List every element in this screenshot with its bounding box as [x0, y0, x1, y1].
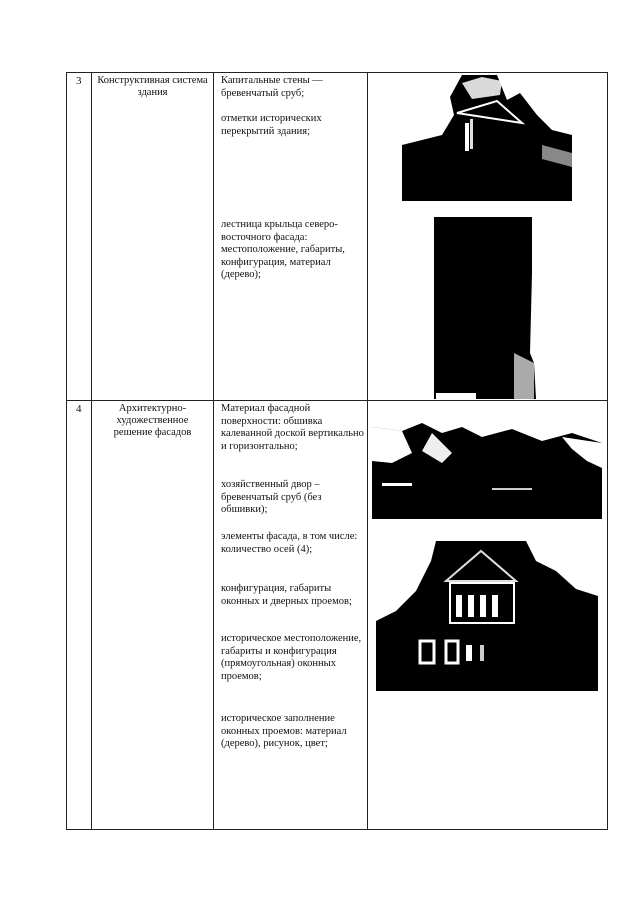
facade-photo-upper	[402, 75, 572, 201]
table-row	[67, 401, 607, 830]
row-title: Архитектурно-художественное решение фасадов	[113, 403, 192, 438]
description-paragraph: Материал фасадной поверхности: обшивка калеванной доской вертикально и горизонтально;	[221, 403, 364, 452]
table-row	[67, 73, 607, 401]
description-paragraph: историческое заполнение оконных проемов: материал (дерево), рисунок, цвет;	[221, 713, 347, 749]
description-paragraph: конфигурация, габариты оконных и дверных проемов;	[221, 583, 352, 607]
facade-photo-front	[376, 541, 598, 691]
description-paragraph: элементы фасада, в том числе: количество осей (4);	[221, 531, 358, 555]
facade-photo-general	[372, 423, 602, 519]
row-number: 4	[76, 403, 82, 415]
row-number: 3	[76, 75, 82, 87]
description-paragraph: хозяйственный двор – бревенчатый сруб (без обшивки);	[221, 479, 322, 515]
description-paragraph: историческое местоположение, габариты и конфигурация (прямоугольная) оконных проемов;	[221, 633, 362, 682]
porch-staircase-photo	[434, 213, 542, 399]
description-paragraph: отметки исторических перекрытий здания;	[221, 113, 322, 137]
description-paragraph: Капитальные стены — бревенчатый сруб;	[221, 75, 323, 99]
description-paragraph: лестница крыльца северо-восточного фасада: местоположение, габариты, конфигурация, материал (дерево);	[221, 219, 345, 280]
heritage-table	[66, 72, 608, 830]
row-title: Конструктивная система здания	[97, 75, 208, 98]
